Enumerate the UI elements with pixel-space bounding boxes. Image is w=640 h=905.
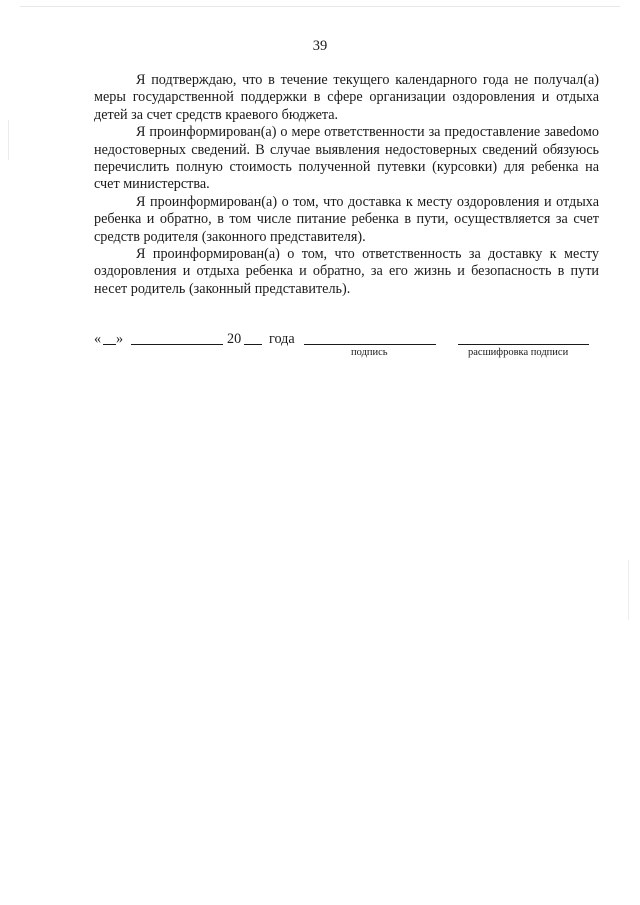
paragraph-responsibility: Я проинформирован(а) о мере ответственности за предоставление завеdомо недостоверных сведений. В случае выявления недостоверных сведений обязуюсь перечислить полную стоимость полученной путевки (курсовки) для ребенка на счет министерства.	[94, 124, 599, 193]
date-year-suffix: года	[269, 331, 295, 347]
scan-artifact-left	[8, 120, 9, 160]
document-body	[94, 72, 599, 298]
date-day-blank[interactable]	[103, 344, 116, 345]
signature-caption: подпись	[351, 347, 388, 358]
scan-artifact-right	[628, 560, 629, 620]
paragraph-safety: Я проинформирован(а) о том, что ответственность за доставку к месту оздоровления и отдыха ребенка и обратно, за его жизнь и безопасность в пути несет родитель (законный представитель).	[94, 246, 599, 297]
signature-decoding-blank[interactable]	[458, 344, 589, 345]
date-year-blank[interactable]	[244, 344, 262, 345]
paragraph-transport-cost: Я проинформирован(а) о том, что доставка к месту оздоровления и отдыха ребенка и обратно, в том числе питание ребенка в пути, осуществляется за счет средств родителя (законного представителя).	[94, 193, 599, 245]
date-day-close-quote: »	[116, 331, 124, 347]
decoding-caption: расшифровка подписи	[468, 347, 569, 358]
page-number: 39	[312, 38, 328, 54]
signature-blank[interactable]	[304, 344, 436, 345]
date-year-prefix: 20	[227, 331, 242, 347]
paragraph-confirmation: Я подтверждаю, что в течение текущего календарного года не получал(а) меры государственной поддержки в сфере организации оздоровления и отдыха детей за счет средств краевого бюджета.	[94, 72, 599, 123]
date-day-open-quote: «	[94, 331, 102, 347]
date-month-blank[interactable]	[131, 344, 223, 345]
scan-artifact-top	[20, 6, 620, 7]
